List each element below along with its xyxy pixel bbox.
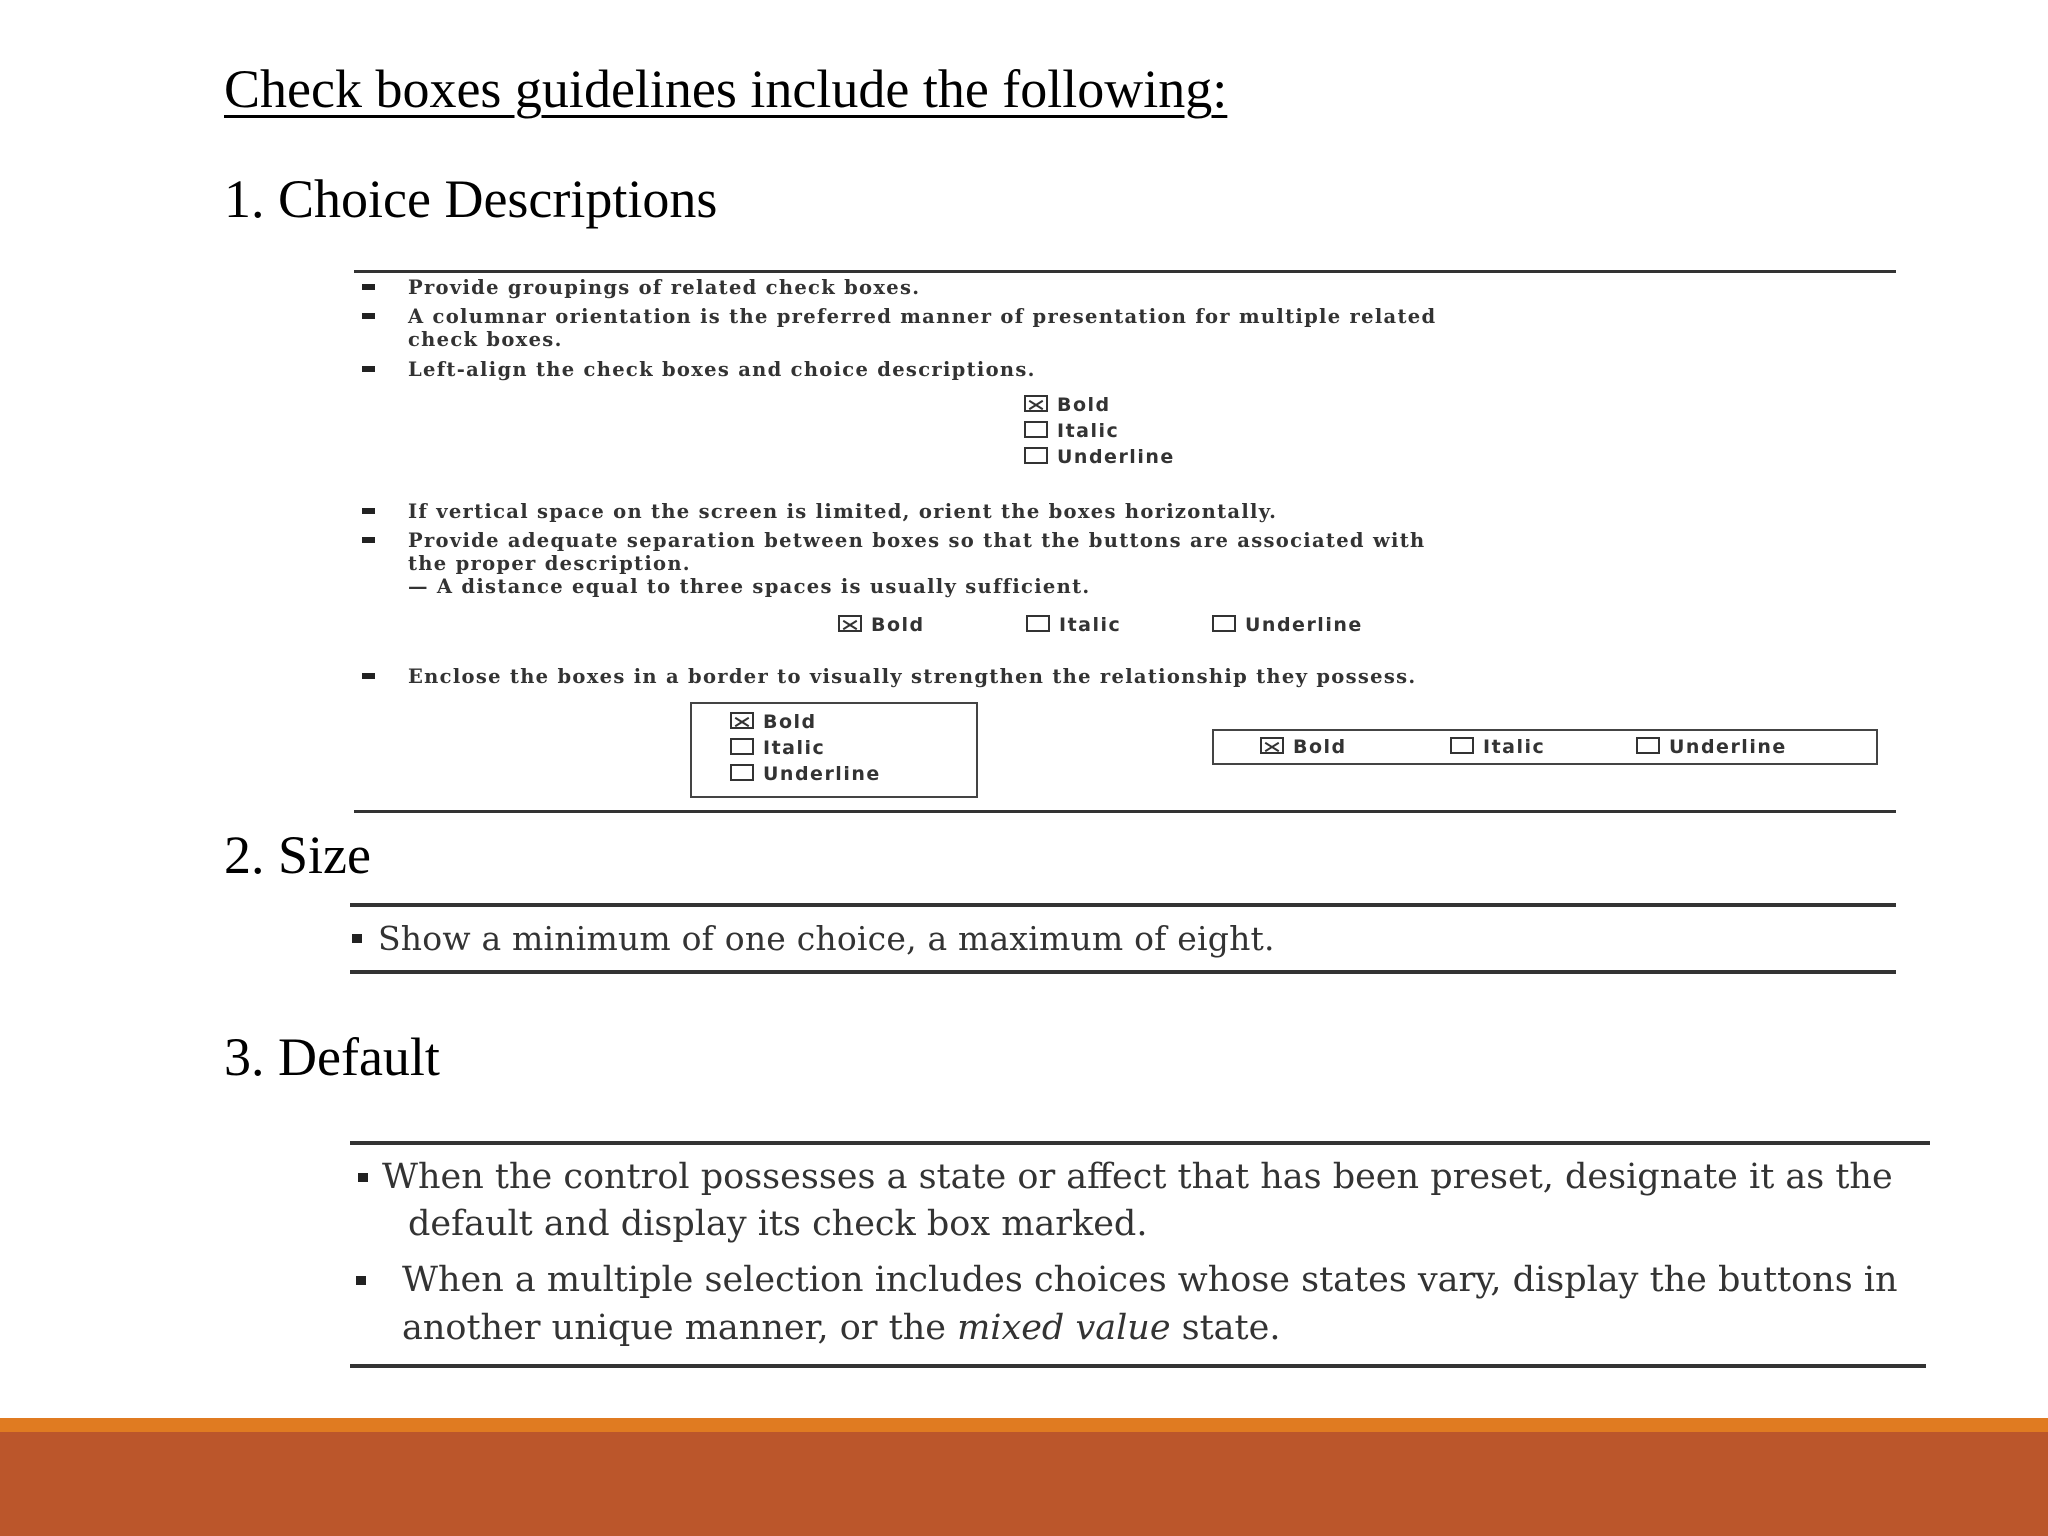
option-label: Underline — [763, 763, 881, 785]
guideline-text: Provide adequate separation between boxes so that the buttons are associated with — [408, 529, 1426, 552]
guideline-text: When a multiple selection includes choices whose states vary, display the buttons in — [402, 1260, 1898, 1300]
divider — [350, 1364, 1926, 1368]
footer-bar — [0, 1432, 2048, 1536]
option-label: Underline — [1057, 446, 1175, 468]
option-label: Italic — [763, 737, 826, 759]
slide-title: Check boxes guidelines include the following: — [224, 59, 1228, 119]
option-label: Underline — [1669, 736, 1787, 758]
bullet-marker — [362, 284, 375, 290]
guideline-text: When the control possesses a state or affect that has been preset, designate it as the — [382, 1157, 1893, 1197]
option-label: Italic — [1483, 736, 1546, 758]
unchecked-checkbox-icon — [1024, 447, 1048, 464]
checkbox-option — [838, 612, 925, 638]
unchecked-checkbox-icon — [1450, 737, 1474, 754]
vertical-checkbox-example — [1024, 392, 1175, 470]
checked-checkbox-icon — [838, 615, 862, 632]
bordered-vertical-options — [730, 709, 881, 787]
divider — [354, 810, 1896, 813]
unchecked-checkbox-icon — [1636, 737, 1660, 754]
checkbox-option — [730, 709, 881, 735]
checkbox-option — [1260, 734, 1347, 760]
checkbox-option — [1024, 418, 1175, 444]
checkbox-option — [1026, 612, 1121, 638]
unchecked-checkbox-icon — [730, 738, 754, 755]
emphasized-term: mixed value — [957, 1308, 1171, 1348]
divider — [354, 270, 1896, 273]
section-heading-default: 3. Default — [224, 1027, 440, 1087]
guideline-text: the proper description. — [408, 552, 691, 575]
guideline-text — [402, 1308, 1281, 1348]
checked-checkbox-icon — [730, 712, 754, 729]
guideline-text: If vertical space on the screen is limited, orient the boxes horizontally. — [408, 500, 1278, 523]
option-label: Underline — [1245, 614, 1363, 636]
divider — [350, 1141, 1930, 1145]
checkbox-option — [1636, 734, 1787, 760]
guideline-text: Provide groupings of related check boxes. — [408, 276, 921, 299]
option-label: Italic — [1059, 614, 1122, 636]
bullet-marker — [358, 1173, 368, 1182]
checkbox-option — [1450, 734, 1545, 760]
guideline-text: Show a minimum of one choice, a maximum of eight. — [378, 919, 1275, 958]
guideline-text: A columnar orientation is the preferred manner of presentation for multiple related — [408, 305, 1437, 328]
option-label: Bold — [1057, 394, 1111, 416]
option-label: Bold — [871, 614, 925, 636]
bullet-marker — [362, 673, 375, 679]
bullet-marker — [352, 934, 362, 943]
text-segment: state. — [1170, 1308, 1281, 1348]
checkbox-option — [1024, 392, 1175, 418]
checkbox-option — [730, 735, 881, 761]
bullet-marker — [362, 508, 375, 514]
section-heading-choice-descriptions: 1. Choice Descriptions — [224, 169, 718, 229]
unchecked-checkbox-icon — [1024, 421, 1048, 438]
guideline-subtext: — A distance equal to three spaces is usually sufficient. — [408, 575, 1091, 598]
bullet-marker — [362, 537, 375, 543]
guideline-text: check boxes. — [408, 328, 563, 351]
checkbox-option — [1024, 444, 1175, 470]
guideline-text: Left-align the check boxes and choice descriptions. — [408, 358, 1036, 381]
divider — [350, 903, 1896, 907]
divider — [350, 970, 1896, 974]
checkbox-option — [1212, 612, 1363, 638]
section-heading-size: 2. Size — [224, 825, 371, 885]
guideline-text: Enclose the boxes in a border to visually strengthen the relationship they possess. — [408, 665, 1417, 688]
unchecked-checkbox-icon — [1026, 615, 1050, 632]
checked-checkbox-icon — [1260, 737, 1284, 754]
bullet-marker — [362, 366, 375, 372]
option-label: Bold — [1293, 736, 1347, 758]
option-label: Italic — [1057, 420, 1120, 442]
option-label: Bold — [763, 711, 817, 733]
unchecked-checkbox-icon — [730, 764, 754, 781]
checkbox-option — [730, 761, 881, 787]
bullet-marker — [362, 313, 375, 319]
unchecked-checkbox-icon — [1212, 615, 1236, 632]
text-segment: another unique manner, or the — [402, 1308, 958, 1348]
bullet-marker — [356, 1276, 366, 1285]
guideline-text: default and display its check box marked. — [408, 1204, 1148, 1244]
footer-accent-stripe — [0, 1418, 2048, 1432]
checked-checkbox-icon — [1024, 395, 1048, 412]
